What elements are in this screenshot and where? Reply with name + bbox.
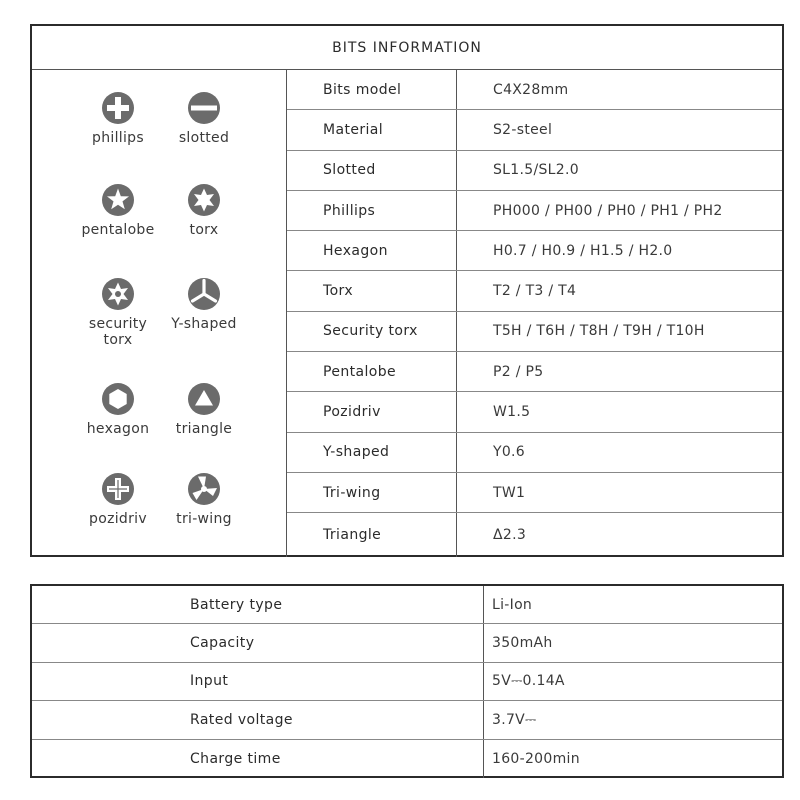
spec-value: TW1: [493, 484, 526, 501]
slotted-icon: [186, 90, 222, 126]
bit-type-phillips: [68, 90, 168, 146]
security-torx-icon: [100, 276, 136, 312]
battery-information-panel: [30, 584, 784, 778]
bit-icon-label: tri-wing: [176, 511, 232, 527]
tri-wing-icon: [186, 471, 222, 507]
phillips-icon: [100, 90, 136, 126]
spec-key: Hexagon: [287, 231, 457, 270]
spec-value: Δ2.3: [493, 527, 527, 544]
bit-type-hexagon: [68, 381, 168, 437]
bit-type-pozidriv: [68, 471, 168, 527]
bit-type-security-torx: [68, 276, 168, 348]
spec-key: Material: [287, 110, 457, 149]
triangle-icon: [186, 381, 222, 417]
spec-key: Y-shaped: [287, 433, 457, 472]
spec-value: T5H / T6H / T8H / T9H / T10H: [493, 323, 705, 340]
bit-type-tri-wing: [154, 471, 254, 527]
bit-icon-label: pentalobe: [81, 222, 155, 238]
battery-value: Li-Ion: [492, 596, 533, 613]
bit-type-pentalobe: [68, 182, 168, 238]
table-row: [32, 701, 782, 739]
bit-icon-label: Y-shaped: [171, 316, 237, 332]
spec-value: C4X28mm: [493, 81, 569, 98]
spec-key: Security torx: [287, 312, 457, 351]
table-row: [287, 392, 782, 432]
bit-icon-label: pozidriv: [89, 511, 147, 527]
bit-icon-label: triangle: [175, 421, 233, 437]
spec-value: T2 / T3 / T4: [493, 283, 577, 300]
hexagon-icon: [100, 381, 136, 417]
table-row: [287, 271, 782, 311]
bit-icon-grid: [32, 70, 287, 557]
bit-icon-label: torx: [189, 222, 219, 238]
spec-key: Slotted: [287, 151, 457, 190]
spec-key: Phillips: [287, 191, 457, 230]
y-shaped-icon: [186, 276, 222, 312]
battery-key: Capacity: [32, 624, 484, 661]
bit-icon-label: hexagon: [86, 421, 150, 437]
pentalobe-icon: [100, 182, 136, 218]
bit-icon-label: security torx: [88, 316, 148, 348]
bits-body: [32, 70, 782, 557]
spec-value: PH000 / PH00 / PH0 / PH1 / PH2: [493, 202, 723, 219]
spec-key: Pozidriv: [287, 392, 457, 431]
spec-value: H0.7 / H0.9 / H1.5 / H2.0: [493, 242, 673, 259]
battery-value: 5V⎓0.14A: [492, 673, 565, 690]
battery-value: 350mAh: [492, 635, 553, 652]
bit-icon-label: slotted: [178, 130, 230, 146]
spec-key: Torx: [287, 271, 457, 310]
spec-key: Triangle: [287, 513, 457, 557]
table-row: [32, 624, 782, 662]
battery-key: Battery type: [32, 586, 484, 623]
table-row: [287, 433, 782, 473]
spec-value: SL1.5/SL2.0: [493, 162, 579, 179]
table-row: [287, 312, 782, 352]
bits-information-title: BITS INFORMATION: [32, 26, 782, 70]
spec-value: S2-steel: [493, 121, 553, 138]
table-row: [32, 740, 782, 778]
pozidriv-icon: [100, 471, 136, 507]
table-row: [287, 70, 782, 110]
table-row: [32, 586, 782, 624]
table-row: [32, 663, 782, 701]
spec-value: P2 / P5: [493, 363, 544, 380]
table-row: [287, 110, 782, 150]
bits-information-panel: [30, 24, 784, 557]
table-row: [287, 191, 782, 231]
bit-type-torx: [154, 182, 254, 238]
battery-key: Rated voltage: [32, 701, 484, 738]
battery-value: 160-200min: [492, 750, 580, 767]
bit-icon-label: phillips: [92, 130, 144, 146]
table-row: [287, 231, 782, 271]
table-row: [287, 151, 782, 191]
battery-key: Charge time: [32, 740, 484, 778]
battery-value: 3.7V⎓: [492, 711, 537, 728]
bits-spec-table: [287, 70, 782, 557]
spec-key: Bits model: [287, 70, 457, 109]
table-row: [287, 473, 782, 513]
table-row: [287, 513, 782, 557]
battery-key: Input: [32, 663, 484, 700]
table-row: [287, 352, 782, 392]
spec-key: Tri-wing: [287, 473, 457, 512]
spec-value: W1.5: [493, 404, 531, 421]
torx-icon: [186, 182, 222, 218]
bit-type-triangle: [154, 381, 254, 437]
bit-type-slotted: [154, 90, 254, 146]
bit-type-y-shaped: [154, 276, 254, 332]
spec-key: Pentalobe: [287, 352, 457, 391]
spec-value: Y0.6: [493, 444, 526, 461]
